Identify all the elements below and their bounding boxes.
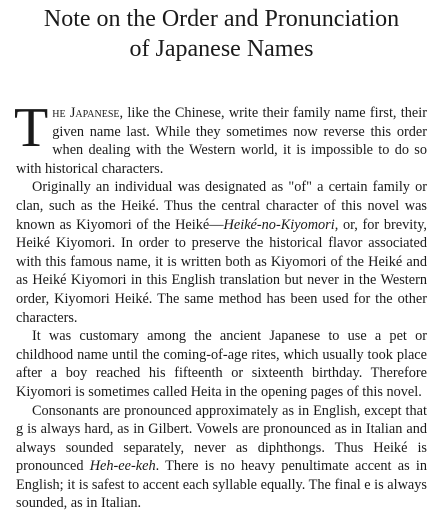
- paragraph-2-text-a: Originally an individual was designated as "of" a certain family or clan, such as the Heiké. Thus the central character of this novel was known as Kiyomori of the Heiké—: [16, 179, 427, 232]
- paragraph-2-text-c: , or, for brevity, Heiké Kiyomori. In order to preserve the historical flavor associated with this famous name, it is written both as Kiyomori of the Heiké and as Heiké Kiyomori in this English translation but never in the Western order, Kiyomori Heiké. The same method has been used for the other characters.: [16, 217, 427, 326]
- paragraph-3-text: It was customary among the ancient Japanese to use a pet or childhood name until the coming-of-age rites, which usually took place after a boy reached his fifteenth or sixteenth birthday. Therefore Kiyomori is sometimes called Heita in the opening pages of this novel.: [16, 328, 427, 400]
- title-line-2: of Japanese Names: [16, 34, 427, 64]
- paragraph-4-text-a: Consonants are pronounced approximately as in English, except that g is always hard, as in Gilbert. Vowels are pronounced as in Italian and always sounded separately, never as diphthongs. Thus Heiké is pronounced: [16, 403, 427, 475]
- paragraph-4-italic: Heh-ee-keh: [90, 458, 156, 474]
- paragraph-2-italic: Heiké-no-Kiyomori: [224, 217, 335, 233]
- drop-cap: T: [14, 104, 48, 150]
- paragraph-1: [16, 104, 427, 178]
- paragraph-3: [16, 327, 427, 401]
- paragraph-4-text-c: . There is no heavy penultimate accent as in English; it is safest to accent each syllable equally. The final e is always sounded, as in Italian.: [16, 458, 427, 511]
- title-line-1: Note on the Order and Pronunciation: [16, 4, 427, 34]
- small-caps-lead: he Japanese: [52, 105, 119, 121]
- body-text: [16, 104, 427, 513]
- page-title: [16, 0, 427, 64]
- paragraph-4: [16, 402, 427, 513]
- paragraph-2: [16, 178, 427, 327]
- paragraph-1-text: , like the Chinese, write their family name first, their given name last. While they sometimes now reverse this order when dealing with the Western world, it is impossible to do so with historical characters.: [16, 105, 427, 177]
